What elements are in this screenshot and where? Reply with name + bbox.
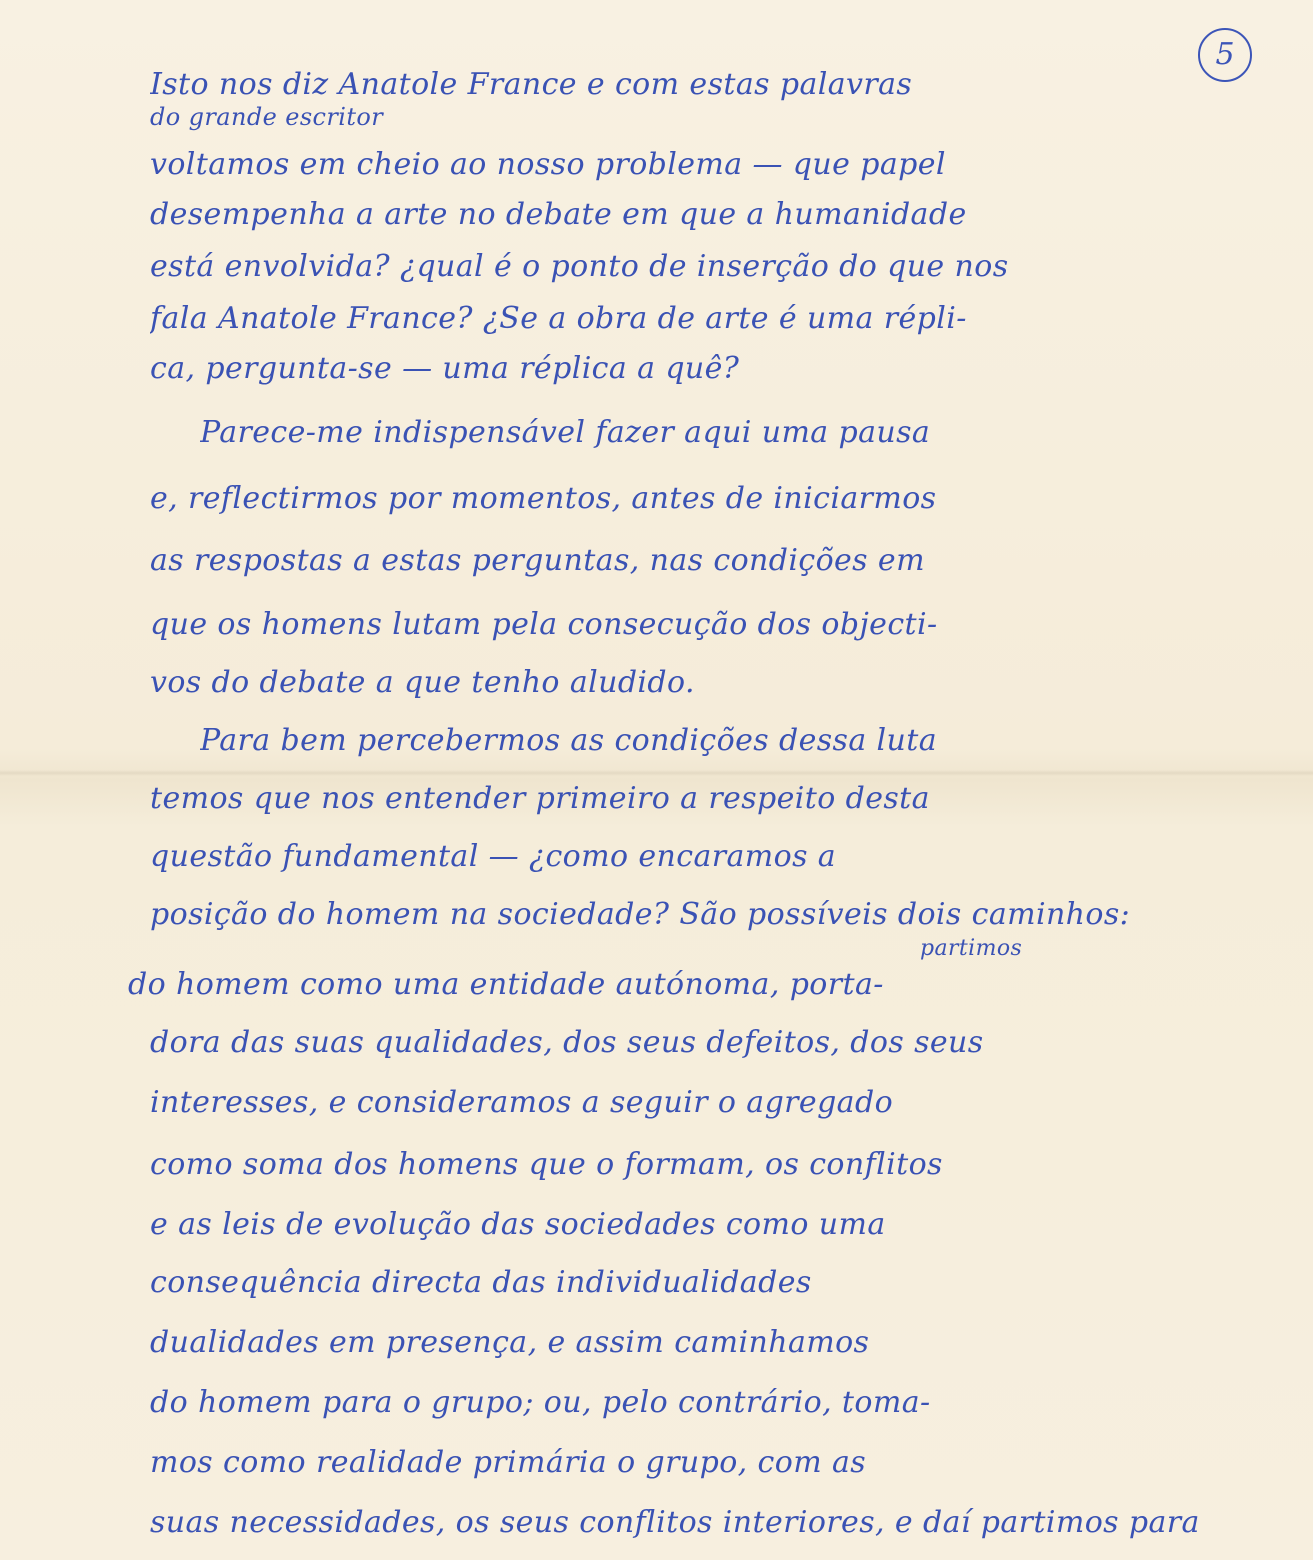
text-line: interesses, e consideramos a seguir o agregado xyxy=(150,1085,894,1120)
text-line: dora das suas qualidades, dos seus defeitos, dos seus xyxy=(150,1025,984,1060)
text-line: desempenha a arte no debate em que a humanidade xyxy=(150,197,967,232)
text-line: partimos xyxy=(920,936,1023,961)
text-line: Para bem percebermos as condições dessa luta xyxy=(200,723,937,758)
text-line: vos do debate a que tenho aludido. xyxy=(150,665,695,700)
text-line: consequência directa das individualidades xyxy=(150,1265,812,1300)
text-line: as respostas a estas perguntas, nas condições em xyxy=(150,543,925,578)
text-line: e as leis de evolução das sociedades como uma xyxy=(150,1207,886,1242)
text-line: voltamos em cheio ao nosso problema — que papel xyxy=(150,147,946,182)
text-line: do homem para o grupo; ou, pelo contrário, toma- xyxy=(150,1385,931,1420)
text-line: Isto nos diz Anatole France e com estas palavras xyxy=(150,67,913,102)
text-line: está envolvida? ¿qual é o ponto de inserção do que nos xyxy=(150,249,1009,284)
text-line: dualidades em presença, e assim caminhamos xyxy=(150,1325,870,1360)
text-line: que os homens lutam pela consecução dos objecti- xyxy=(150,607,938,642)
text-line: posição do homem na sociedade? São possíveis dois caminhos: xyxy=(150,897,1131,932)
text-line: Parece-me indispensável fazer aqui uma pausa xyxy=(200,415,931,450)
text-line: temos que nos entender primeiro a respeito desta xyxy=(150,781,930,816)
text-line: questão fundamental — ¿como encaramos a xyxy=(150,839,837,874)
text-line: ca, pergunta-se — uma réplica a quê? xyxy=(150,351,740,386)
text-line: suas necessidades, os seus conflitos interiores, e daí partimos para xyxy=(150,1505,1200,1540)
text-line: mos como realidade primária o grupo, com as xyxy=(150,1445,867,1480)
text-line: do homem como uma entidade autónoma, porta- xyxy=(128,967,884,1002)
text-line: fala Anatole France? ¿Se a obra de arte é uma répli- xyxy=(150,301,967,336)
page-number: 5 xyxy=(1198,28,1252,82)
text-line: como soma dos homens que o formam, os conflitos xyxy=(150,1147,943,1182)
text-line: do grande escritor xyxy=(150,103,384,131)
text-line: e, reflectirmos por momentos, antes de iniciarmos xyxy=(150,481,937,516)
